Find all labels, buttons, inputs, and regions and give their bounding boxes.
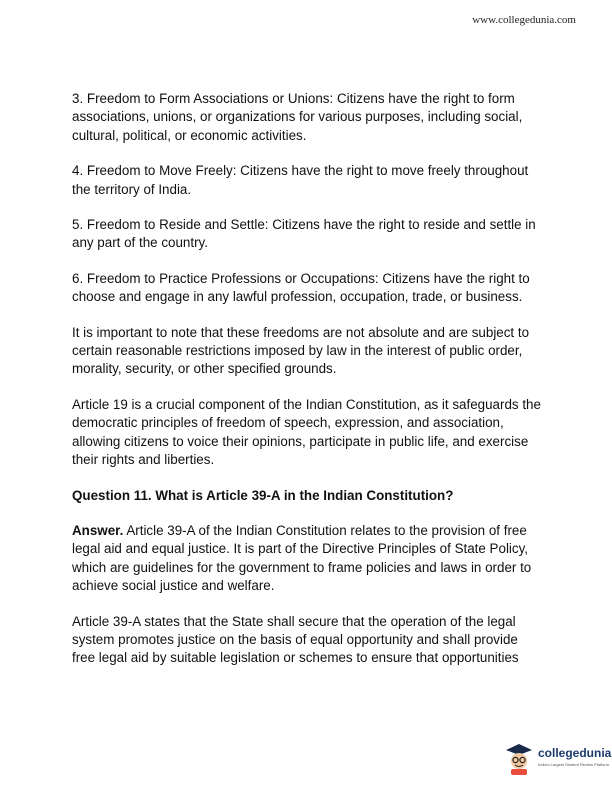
logo-tagline: India's Largest Student Review Platform	[538, 762, 610, 767]
document-body	[72, 90, 544, 685]
answer-text: Article 39-A of the Indian Constitution relates to the provision of free legal aid and equal justice. It is part of the Directive Principles of State Policy, which are guidelines for the government to frame policies and laws in order to achieve social justice and welfare.	[72, 522, 532, 594]
paragraph-freedom-professions: 6. Freedom to Practice Professions or Occupations: Citizens have the right to choose and engage in any lawful profession, occupation, trade, or business.	[72, 270, 530, 305]
paragraph-freedom-associations: 3. Freedom to Form Associations or Unions: Citizens have the right to form associations, unions, or organizations for various purposes, including social, cultural, political, or economic activities.	[72, 91, 523, 143]
paragraph-freedom-reside: 5. Freedom to Reside and Settle: Citizens have the right to reside and settle in any part of the country.	[72, 217, 536, 251]
paragraph-article-19-summary: Article 19 is a crucial component of the Indian Constitution, as it safeguards the democratic principles of freedom of speech, expression, and association, allowing citizens to voice their opinions, participate in public life, and exercise their rights and liberties.	[72, 396, 541, 468]
collegedunia-logo	[502, 740, 612, 776]
paragraph-restrictions-note: It is important to note that these freedoms are not absolute and are subject to certain reasonable restrictions imposed by law in the interest of public order, morality, security, or other specified grounds.	[72, 324, 530, 377]
answer-label: Answer.	[72, 522, 124, 538]
question-heading: Question 11. What is Article 39-A in the Indian Constitution?	[72, 487, 454, 503]
answer-paragraph	[72, 522, 544, 596]
header-url: www.collegedunia.com	[472, 14, 576, 26]
mascot-icon	[502, 740, 536, 776]
logo-text: collegedunia	[538, 746, 612, 760]
paragraph-freedom-move: 4. Freedom to Move Freely: Citizens have the right to move freely throughout the territory of India.	[72, 163, 529, 197]
paragraph-article-39a-details: Article 39-A states that the State shall secure that the operation of the legal system promotes justice on the basis of equal opportunity and shall provide free legal aid by suitable legislation or schemes to ensure that opportunities	[72, 613, 519, 666]
